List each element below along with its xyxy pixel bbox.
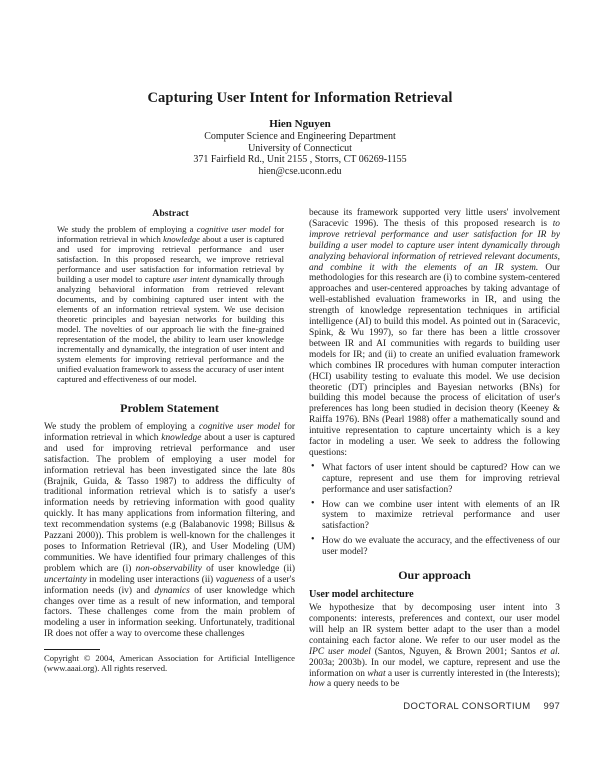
abstract-section — [44, 208, 295, 384]
author-university: University of Connecticut — [248, 142, 352, 154]
subsection-heading-user-model-architecture: User model architecture — [309, 589, 414, 601]
right-column — [309, 208, 560, 690]
page-title: Capturing User Intent for Information Retrieval — [147, 90, 453, 106]
two-column-body — [0, 177, 600, 690]
right-column-paragraph: because its framework supported very little users' involvement (Saracevic 1996). The thesis of this proposed research is to improve retrieval performance and user satisfaction for IR by building a user model to capture user intent dynamically through analyzing behavioral information of retrieved relevant documents, and combine it with the elements of an IR system. Our methodologies for this research are (i) to combine system-centered approaches and user-centered approaches by taking advantage of well-established evaluation frameworks in IR, and using the strength of knowledge representation techniques in artificial intelligence (AI) to build this model. As pointed out in (Saracevic, Spink, & Wu 1997), so far there has been a little crossover between IR and AI communities with regards to building user models for IR; and (ii) to create an unified evaluation framework which combines IR procedures with human computer interaction (HCI) usability testing to evaluate this model. We use decision theoretic (DT) principles and Bayesian networks (BNs) for building this model because the process of elicitation of user's preferences has long been studied in decision theory (Keeney & Raiffa 1976). BNs (Pearl 1988) offer a mathematically sound and intuitive representation to capture uncertainty which is a key factor in modeling a user. We seek to address the following questions: — [309, 208, 560, 458]
list-item-text: How can we combine user intent with elements of an IR system to maximize retrieval performance and user satisfaction? — [322, 499, 560, 532]
abstract-body: We study the problem of employing a cognitive user model for information retrieval in which knowledge about a user is captured and used for improving retrieval performance and user satisfaction. In this proposed research, we improve retrieval performance and user satisfaction for information retrieval by building a user model to capture user intent dynamically through analyzing behavioral information from retrieved relevant documents, and by combining captured user intent with the elements of an information retrieval system. We use decision theoretic principles and bayesian networks for building this model. The novelties of our approach lie with the fine-grained representation of the model, the ability to learn user knowledge incrementally and dynamically, the integration of user intent and system elements for improving retrieval performance and the unified evaluation framework to assess the accuracy of user intent captured and effectiveness of our model. — [57, 224, 284, 384]
running-footer — [403, 701, 560, 712]
author-department: Computer Science and Engineering Department — [204, 131, 396, 142]
problem-statement-paragraph: We study the problem of employing a cognitive user model for information retrieval in which knowledge about a user is captured and used for improving retrieval performance and user satisfaction. The problem of employing a user model for information retrieval has been investigated since the late 80s (Brajnik, Guida, & Tasso 1987) to address the difficulty of traditional information retrieval which is to satisfy a user's information needs by retrieving information with good quality quickly. It has many applications from information filtering, and text recommendation systems (e.g (Balabanovic 1998; Billsus & Pazzani 2000)). This problem is well-known for the challenges it poses to Information Retrieval (IR), and User Modeling (UM) communities. We have identified four primary challenges of this problem which are (i) non-observability of user knowledge (ii) uncertainty in modeling user interactions (ii) vagueness of a user's information needs (iv) and dynamics of user knowledge which changes over time as a result of new information, and temporal factors. These challenges come from the main problem of modeling a user in information seeking. Unfortunately, traditional IR does not offer a way to overcome these challenges — [44, 422, 296, 640]
abstract-heading: Abstract — [152, 208, 189, 219]
footer-page-number: 997 — [543, 701, 560, 712]
left-column — [44, 208, 295, 690]
footer-label: DOCTORAL CONSORTIUM — [403, 701, 531, 712]
footnote-text: Copyright © 2004, American Association for Artificial Intelligence (www.aaai.org). All rights reserved. — [44, 653, 295, 674]
list-item — [309, 463, 560, 496]
list-item-text: How do we evaluate the accuracy, and the effectiveness of our user model? — [322, 536, 560, 558]
section-heading-our-approach: Our approach — [398, 568, 471, 583]
section-heading-problem-statement: Problem Statement — [120, 401, 219, 415]
author-email: hien@cse.uconn.edu — [258, 165, 342, 177]
list-item-text: What factors of user intent should be captured? How can we capture, represent and use them for improving retrieval performance and user satisfaction? — [322, 462, 560, 495]
list-item — [309, 500, 560, 533]
author-address: 371 Fairfield Rd., Unit 2155 , Storrs, CT 06269-1155 — [193, 154, 407, 165]
author-name: Hien Nguyen — [269, 118, 331, 130]
footnote-rule — [44, 649, 100, 650]
our-approach-paragraph: We hypothesize that by decomposing user intent into 3 components: interests, preferences and context, our user model will help an IR system better adapt to the user than a model containing each factor alone. We refer to our user model as the IPC user model (Santos, Nguyen, & Brown 2001; Santos et al. 2003a; 2003b). In our model, we capture, represent and use the information on what a user is currently interested in (the Interests); how a query needs to be — [309, 603, 560, 690]
list-item — [309, 536, 560, 558]
copyright-footnote — [44, 649, 295, 673]
research-questions-list — [309, 463, 560, 558]
paper-header — [0, 0, 600, 177]
